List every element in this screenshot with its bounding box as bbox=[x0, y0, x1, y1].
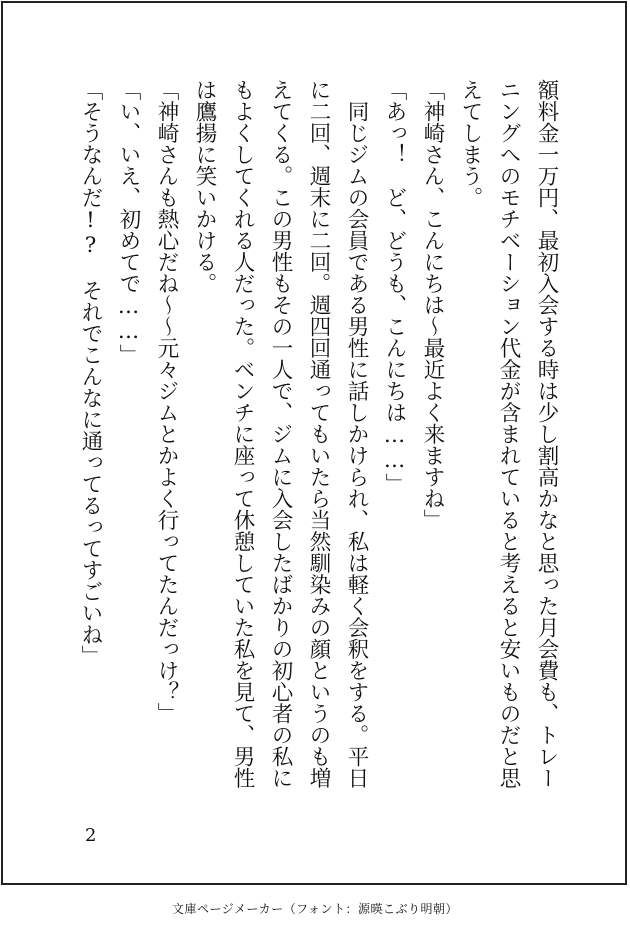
body-text bbox=[57, 79, 559, 789]
text-line: えてくる。この男性もその一人で、ジムに入会したばかりの初心者の私に bbox=[268, 79, 293, 789]
text-line: 「神崎さんも熱心だね〜〜元々ジムとかよく行ってたんだっけ？」 bbox=[154, 79, 179, 724]
text-line: えてしまう。 bbox=[458, 79, 483, 208]
text-line: 「そうなんだ!? それでこんなに通ってるってすごいね」 bbox=[78, 79, 103, 667]
text-line: 「あっ！ ど、どうも、こんにちは……」 bbox=[382, 79, 407, 495]
text-line: に二回、週末に二回。週四回通ってもいたら当然馴染みの顔というのも増 bbox=[306, 79, 331, 789]
text-line: 「神崎さん、こんにちは〜最近よく来ますね」 bbox=[420, 79, 445, 531]
text-line: 「い、いえ、初めてで……」 bbox=[116, 79, 141, 366]
text-line: 同じジムの会員である男性に話しかけられ、私は軽く会釈をする。平日 bbox=[344, 79, 369, 789]
text-line: は鷹揚に笑いかける。 bbox=[192, 79, 217, 294]
page-number: 2 bbox=[85, 825, 97, 846]
text-line: ニングへのモチベーション代金が含まれていると考えると安いものだと思 bbox=[496, 79, 521, 789]
footer-credit: 文庫ページメーカー（フォント：源暎こぶり明朝） bbox=[171, 902, 459, 916]
page-frame bbox=[1, 1, 627, 885]
text-line: 額料金一万円、最初入会する時は少し割高かなと思った月会費も、トレー bbox=[534, 79, 559, 789]
text-line: もよくしてくれる人だった。ベンチに座って休憩していた私を見て、男性 bbox=[230, 79, 255, 789]
